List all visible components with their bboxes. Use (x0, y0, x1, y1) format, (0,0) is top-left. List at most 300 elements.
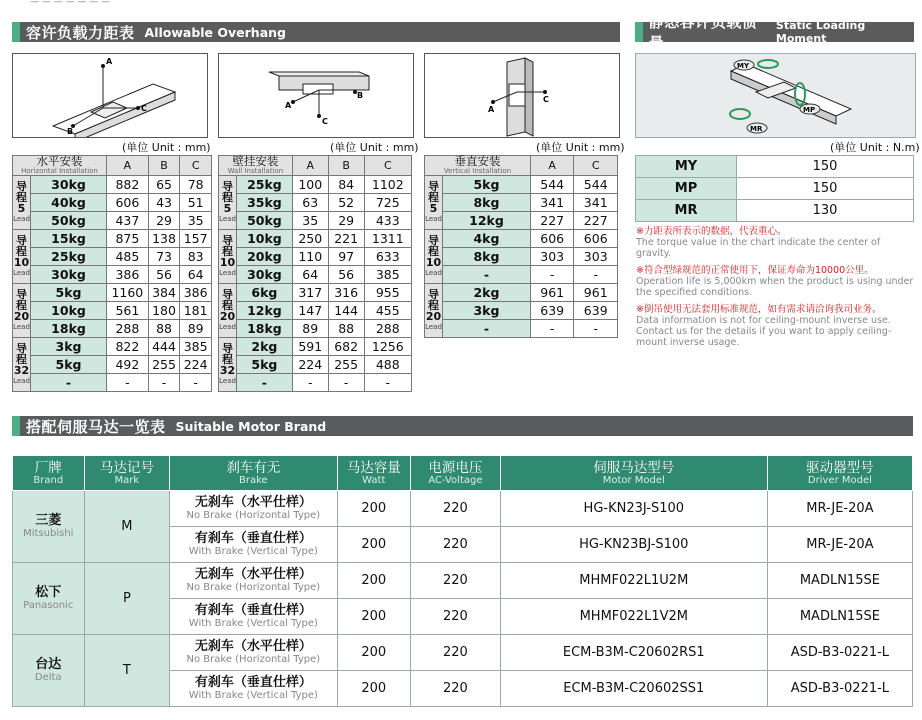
motor-title-en: Suitable Motor Brand (175, 418, 327, 434)
value-cell: 961 (574, 284, 618, 302)
value-cell: 227 (530, 212, 574, 230)
value-cell: 316 (328, 284, 364, 302)
brake-en: With Brake (Vertical Type) (188, 618, 318, 629)
lead-label-zh: 导程 (222, 233, 233, 258)
load-cell: 3kg (31, 338, 107, 356)
label-mp: MP (803, 106, 816, 114)
lead-label-en: Lead (425, 322, 442, 331)
unit-label: (单位 Unit : mm) (330, 141, 419, 154)
value-cell: 725 (364, 194, 411, 212)
driver-model-cell: MR-JE-20A (767, 491, 912, 527)
label-a: A (106, 57, 113, 66)
table-row (425, 302, 618, 320)
header-zh: 马达记号 (99, 459, 154, 476)
install-type-en: Horizontal Installation (21, 167, 98, 175)
value-cell: - (328, 374, 364, 392)
install-type-en: Vertical Installation (443, 167, 512, 175)
mark-cell: T (84, 635, 170, 707)
install-type-zh: 垂直安装 (454, 154, 501, 168)
value-cell: 955 (364, 284, 411, 302)
value-cell: 144 (328, 302, 364, 320)
voltage-cell: 220 (411, 599, 501, 635)
value-cell: 341 (530, 194, 574, 212)
load-cell: 50kg (237, 212, 293, 230)
load-cell: 10kg (31, 302, 107, 320)
header-en: Brand (33, 474, 64, 486)
voltage-cell: 220 (411, 563, 501, 599)
moment-value: 150 (737, 156, 914, 178)
value-cell: 606 (574, 230, 618, 248)
value-cell: 63 (292, 194, 328, 212)
horizontal-diagram (12, 53, 208, 138)
brake-zh: 有刹车（垂直仕样） (194, 531, 312, 546)
load-cell: 30kg (31, 266, 107, 284)
column-header (500, 456, 767, 491)
brand-en: Mitsubishi (23, 528, 74, 539)
load-cell: 10kg (237, 230, 293, 248)
value-cell: - (180, 374, 212, 392)
value-cell: 255 (148, 356, 180, 374)
label-c: C (543, 95, 549, 104)
load-cell: - (237, 374, 293, 392)
value-cell: 288 (107, 320, 149, 338)
header-row (13, 456, 913, 491)
value-cell: 250 (292, 230, 328, 248)
brake-en: With Brake (Vertical Type) (188, 690, 318, 701)
notes (636, 226, 916, 354)
overhang-section-header (12, 22, 620, 42)
install-type-header (13, 156, 107, 176)
lead-value: 20 (219, 309, 236, 323)
lead-label-en: Lead (13, 268, 30, 277)
brand-zh: 三菱 (35, 513, 62, 528)
column-header-a: A (292, 156, 328, 176)
column-header (411, 456, 501, 491)
brake-en: No Brake (Horizontal Type) (186, 654, 321, 665)
label-a: A (488, 105, 495, 114)
value-cell: 1256 (364, 338, 411, 356)
note-en: Data information is not for ceiling-mount inverse use. Contact us for the details if you want to apply ceiling-mount inverse usage. (636, 315, 892, 348)
motor-model-cell: HG-KN23BJ-S100 (500, 527, 767, 563)
brake-zh: 有刹车（垂直仕样） (194, 603, 312, 618)
load-cell: 20kg (237, 248, 293, 266)
wall-rail-drawing (219, 54, 413, 137)
lead-label-zh: 导程 (428, 287, 439, 312)
value-cell: 89 (292, 320, 328, 338)
value-cell: 1311 (364, 230, 411, 248)
value-cell: 56 (148, 266, 180, 284)
value-cell: 97 (328, 248, 364, 266)
column-header (767, 456, 912, 491)
moment-value: 130 (737, 200, 914, 222)
value-cell: 227 (574, 212, 618, 230)
brake-cell (170, 671, 337, 707)
value-cell: - (530, 266, 574, 284)
column-header (13, 456, 85, 491)
brake-zh: 无刹车（水平仕样） (194, 567, 312, 582)
table-row (219, 266, 412, 284)
header-en: Motor Model (602, 474, 665, 486)
value-cell: 492 (107, 356, 149, 374)
value-cell: 56 (328, 266, 364, 284)
brand-cell (13, 491, 85, 563)
moment-key: MR (636, 200, 737, 222)
column-header (84, 456, 170, 491)
install-type-zh: 水平安装 (36, 154, 83, 168)
section-accent (635, 22, 643, 42)
note-zh: ※倒吊使用无法套用标准规范，如有需求请洽询我司业务。 (636, 304, 882, 315)
table-row (425, 230, 618, 248)
lead-label-en: Lead (219, 214, 236, 223)
value-cell: 1160 (107, 284, 149, 302)
lead-label-en: Lead (425, 214, 442, 223)
label-c: C (141, 104, 147, 113)
table-row (425, 248, 618, 266)
lead-label-zh: 导程 (16, 179, 27, 204)
value-cell: 138 (148, 230, 180, 248)
value-cell: - (364, 374, 411, 392)
value-cell: 147 (292, 302, 328, 320)
column-header-a: A (530, 156, 574, 176)
lead-value: 10 (425, 255, 442, 269)
value-cell: 221 (328, 230, 364, 248)
brake-zh: 无刹车（水平仕样） (194, 639, 312, 654)
value-cell: 65 (148, 176, 180, 194)
table-row (219, 212, 412, 230)
table-row (13, 491, 913, 527)
note-en: Operation life is 5,000km when the product is using under the specified conditions. (636, 276, 914, 298)
value-cell: 89 (180, 320, 212, 338)
lead-label-zh: 导程 (428, 179, 439, 204)
value-cell: 437 (107, 212, 149, 230)
column-header (337, 456, 411, 491)
lead-cell (219, 230, 237, 284)
header-en: Brake (239, 474, 268, 486)
load-cell: 5kg (31, 356, 107, 374)
vertical-rail-drawing (425, 54, 619, 137)
table-row (425, 194, 618, 212)
header-zh: 电源电压 (428, 459, 483, 476)
lead-label-zh: 导程 (222, 341, 233, 366)
lead-cell (13, 176, 31, 230)
top-cut-text: — — — — — — — (30, 0, 111, 7)
value-cell: 488 (364, 356, 411, 374)
table-row (219, 176, 412, 194)
header-zh: 伺服马达型号 (593, 459, 675, 476)
mark-cell: P (84, 563, 170, 635)
load-cell: 3kg (443, 302, 531, 320)
value-cell: 88 (328, 320, 364, 338)
lead-label-en: Lead (219, 322, 236, 331)
header-en: AC-Voltage (428, 474, 483, 486)
note-zh: ※力距表所表示的数据，代表重心。 (636, 226, 787, 237)
table-row (425, 176, 618, 194)
wall-load-table (218, 155, 412, 392)
section-accent (12, 22, 20, 42)
load-cell: 35kg (237, 194, 293, 212)
value-cell: 224 (180, 356, 212, 374)
value-cell: 682 (328, 338, 364, 356)
table-row (219, 230, 412, 248)
watt-cell: 200 (337, 527, 411, 563)
load-cell: - (443, 266, 531, 284)
value-cell: 606 (107, 194, 149, 212)
brand-cell (13, 563, 85, 635)
brake-zh: 无刹车（水平仕样） (194, 495, 312, 510)
watt-cell: 200 (337, 491, 411, 527)
moment-row (636, 178, 914, 200)
load-cell: 18kg (31, 320, 107, 338)
motor-model-cell: ECM-B3M-C20602RS1 (500, 635, 767, 671)
unit-label: (单位 Unit : mm) (536, 141, 625, 154)
value-cell: - (292, 374, 328, 392)
value-cell: 384 (148, 284, 180, 302)
value-cell: 224 (292, 356, 328, 374)
lead-value: 5 (223, 201, 232, 215)
load-cell: 5kg (237, 356, 293, 374)
vertical-load-table (424, 155, 618, 338)
brand-zh: 台达 (35, 657, 62, 672)
brake-cell (170, 599, 337, 635)
label-c: C (322, 117, 328, 126)
value-cell: 83 (180, 248, 212, 266)
value-cell: 606 (530, 230, 574, 248)
header-zh: 马达容量 (346, 459, 401, 476)
lead-value: 5 (17, 201, 26, 215)
value-cell: 110 (292, 248, 328, 266)
load-cell: 12kg (237, 302, 293, 320)
table-row (13, 302, 212, 320)
overhang-title-zh: 容许负载力距表 (26, 23, 135, 42)
value-cell: 78 (180, 176, 212, 194)
brand-zh: 松下 (35, 585, 62, 600)
value-cell: 639 (574, 302, 618, 320)
value-cell: 255 (328, 356, 364, 374)
value-cell: 341 (574, 194, 618, 212)
lead-label-zh: 导程 (16, 233, 27, 258)
value-cell: 455 (364, 302, 411, 320)
lead-value: 10 (219, 255, 236, 269)
value-cell: 52 (328, 194, 364, 212)
motor-model-cell: HG-KN23J-S100 (500, 491, 767, 527)
value-cell: 544 (530, 176, 574, 194)
value-cell: 64 (292, 266, 328, 284)
value-cell: 822 (107, 338, 149, 356)
column-header-c: C (574, 156, 618, 176)
lead-label-zh: 导程 (222, 179, 233, 204)
install-type-header (219, 156, 293, 176)
value-cell: 29 (328, 212, 364, 230)
label-a: A (285, 101, 292, 110)
lead-cell (13, 338, 31, 392)
column-header-c: C (180, 156, 212, 176)
load-cell: 30kg (31, 176, 107, 194)
brake-cell (170, 563, 337, 599)
lead-label-en: Lead (219, 268, 236, 277)
lead-label-en: Lead (13, 322, 30, 331)
load-cell: 2kg (443, 284, 531, 302)
lead-label-en: Lead (219, 376, 236, 385)
value-cell: 157 (180, 230, 212, 248)
header-zh: 刹车有无 (226, 459, 281, 476)
moment-key: MP (636, 178, 737, 200)
value-cell: - (107, 374, 149, 392)
table-row (13, 248, 212, 266)
table-row (219, 356, 412, 374)
moment-table (635, 155, 914, 222)
value-cell: 43 (148, 194, 180, 212)
table-row (13, 320, 212, 338)
moment-title-zh: 静态容许负载惯量 (648, 13, 758, 52)
lead-label-zh: 导程 (16, 287, 27, 312)
value-cell: - (530, 320, 574, 338)
lead-cell (219, 176, 237, 230)
value-cell: 317 (292, 284, 328, 302)
watt-cell: 200 (337, 635, 411, 671)
section-accent (12, 416, 20, 436)
value-cell: 444 (148, 338, 180, 356)
value-cell: 633 (364, 248, 411, 266)
motor-model-cell: MHMF022L1V2M (500, 599, 767, 635)
moment-row (636, 200, 914, 222)
value-cell: 180 (148, 302, 180, 320)
table-row (13, 266, 212, 284)
table-row (13, 212, 212, 230)
driver-model-cell: MADLN15SE (767, 563, 912, 599)
header-en: Watt (362, 474, 386, 486)
lead-label-en: Lead (13, 214, 30, 223)
watt-cell: 200 (337, 563, 411, 599)
lead-cell (219, 338, 237, 392)
value-cell: 544 (574, 176, 618, 194)
lead-cell (219, 284, 237, 338)
load-cell: 18kg (237, 320, 293, 338)
driver-model-cell: ASD-B3-0221-L (767, 671, 912, 707)
voltage-cell: 220 (411, 527, 501, 563)
table-row (13, 635, 913, 671)
value-cell: 875 (107, 230, 149, 248)
lead-label-en: Lead (13, 376, 30, 385)
table-row (219, 338, 412, 356)
column-header-a: A (107, 156, 149, 176)
lead-value: 20 (13, 309, 30, 323)
lead-value: 5 (429, 201, 438, 215)
brake-en: With Brake (Vertical Type) (188, 546, 318, 557)
voltage-cell: 220 (411, 635, 501, 671)
load-cell: 6kg (237, 284, 293, 302)
value-cell: 591 (292, 338, 328, 356)
load-cell: 50kg (31, 212, 107, 230)
load-cell: - (443, 320, 531, 338)
load-cell: 25kg (31, 248, 107, 266)
table-row (13, 338, 212, 356)
lead-cell (425, 176, 443, 230)
column-header (170, 456, 337, 491)
lead-label-en: Lead (425, 268, 442, 277)
brake-en: No Brake (Horizontal Type) (186, 582, 321, 593)
lead-cell (13, 284, 31, 338)
label-b: B (67, 127, 74, 136)
driver-model-cell: MADLN15SE (767, 599, 912, 635)
table-row (13, 356, 212, 374)
note-zh: ※符合型绿规范的正常使用下，保证寿命为10000公里。 (636, 265, 874, 276)
value-cell: 485 (107, 248, 149, 266)
driver-model-cell: MR-JE-20A (767, 527, 912, 563)
table-row (13, 284, 212, 302)
table-row (219, 374, 412, 392)
brake-cell (170, 527, 337, 563)
value-cell: 84 (328, 176, 364, 194)
watt-cell: 200 (337, 599, 411, 635)
value-cell: - (148, 374, 180, 392)
value-cell: 64 (180, 266, 212, 284)
lead-label-zh: 导程 (222, 287, 233, 312)
table-row (13, 374, 212, 392)
value-cell: 73 (148, 248, 180, 266)
lead-label-zh: 导程 (16, 341, 27, 366)
motor-model-cell: MHMF022L1U2M (500, 563, 767, 599)
lead-cell (13, 230, 31, 284)
value-cell: 100 (292, 176, 328, 194)
install-type-zh: 壁挂安装 (232, 154, 279, 168)
value-cell: 882 (107, 176, 149, 194)
brand-cell (13, 635, 85, 707)
table-row (13, 194, 212, 212)
value-cell: 385 (364, 266, 411, 284)
brake-cell (170, 635, 337, 671)
load-cell: 5kg (31, 284, 107, 302)
load-cell: 15kg (31, 230, 107, 248)
table-row (425, 284, 618, 302)
label-b: B (357, 91, 364, 100)
moment-rail-drawing (636, 54, 915, 137)
mark-cell: M (84, 491, 170, 563)
unit-label: (单位 Unit : mm) (122, 141, 211, 154)
moment-key: MY (636, 156, 737, 178)
watt-cell: 200 (337, 671, 411, 707)
table-row (13, 563, 913, 599)
value-cell: 35 (180, 212, 212, 230)
value-cell: 29 (148, 212, 180, 230)
lead-value: 10 (13, 255, 30, 269)
table-row (219, 248, 412, 266)
label-my: MY (737, 62, 750, 70)
load-cell: 8kg (443, 194, 531, 212)
install-type-en: Wall Installation (227, 167, 284, 175)
value-cell: 561 (107, 302, 149, 320)
value-cell: 181 (180, 302, 212, 320)
table-row (219, 194, 412, 212)
voltage-cell: 220 (411, 671, 501, 707)
value-cell: 639 (530, 302, 574, 320)
table-row (219, 320, 412, 338)
brand-en: Delta (34, 672, 62, 683)
value-cell: 386 (180, 284, 212, 302)
value-cell: - (574, 266, 618, 284)
table-row (219, 284, 412, 302)
load-cell: 2kg (237, 338, 293, 356)
motor-title-zh: 搭配伺服马达一览表 (26, 417, 166, 436)
label-mr: MR (750, 125, 763, 133)
column-header-b: B (328, 156, 364, 176)
value-cell: 1102 (364, 176, 411, 194)
value-cell: 961 (530, 284, 574, 302)
value-cell: 433 (364, 212, 411, 230)
horizontal-rail-drawing (13, 54, 207, 137)
value-cell: 35 (292, 212, 328, 230)
load-cell: 5kg (443, 176, 531, 194)
moment-title-en: Static Loading Moment (775, 19, 866, 45)
